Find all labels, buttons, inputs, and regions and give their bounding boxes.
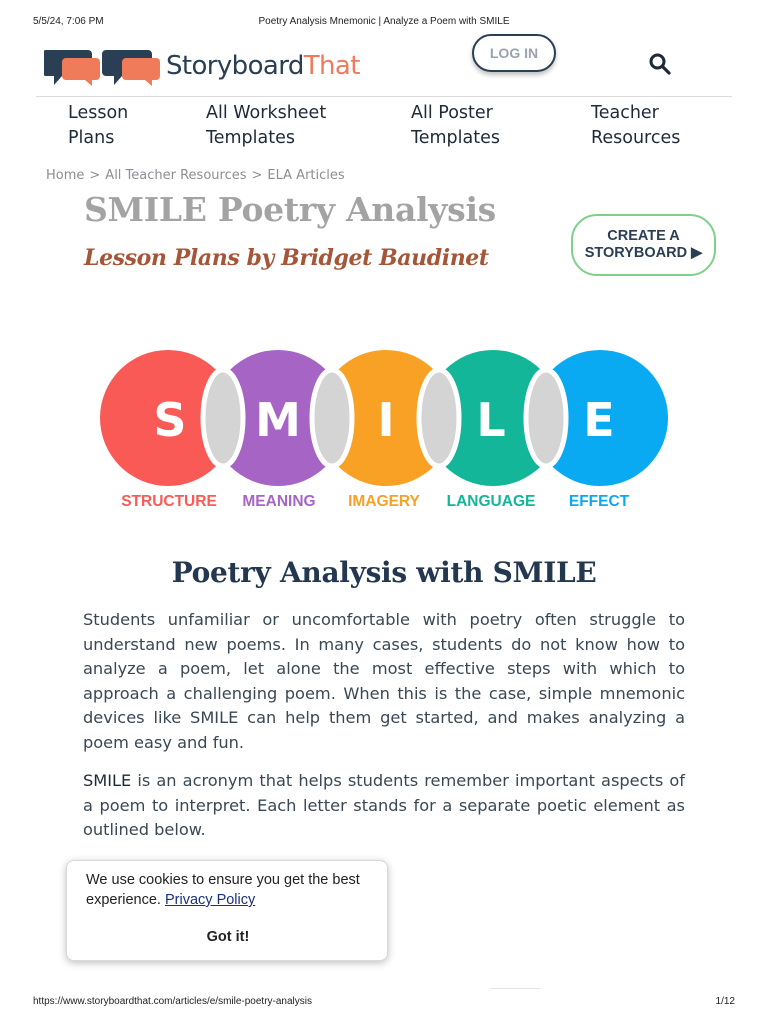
site-logo[interactable] [44, 44, 360, 88]
privacy-policy-link[interactable]: Privacy Policy [165, 892, 256, 908]
smile-label-meaning: MEANING [242, 493, 316, 510]
page-subtitle: Lesson Plans by Bridget Baudinet [84, 245, 489, 271]
smile-paragraph [83, 769, 685, 843]
nav-divider [36, 96, 732, 97]
smile-overlap-2 [312, 370, 352, 466]
breadcrumb-separator: > [89, 168, 101, 183]
breadcrumb-teacher-resources[interactable]: All Teacher Resources [105, 168, 247, 183]
smile-label-imagery: IMAGERY [348, 493, 420, 510]
smile-overlap-1 [203, 370, 243, 466]
logo-wordmark [166, 51, 360, 81]
nav-worksheet-line2: Templates [206, 128, 295, 148]
smile-letter-m: M [255, 393, 301, 447]
smile-label-effect: EFFECT [568, 493, 630, 510]
smile-overlap-3 [419, 370, 459, 466]
nav-worksheet-line1: All Worksheet [206, 103, 327, 123]
create-button-line1: CREATE A [607, 228, 680, 244]
print-datetime: 5/5/24, 7:06 PM [33, 16, 104, 27]
smile-keyword[interactable]: SMILE [83, 771, 132, 790]
nav-teacher-line1: Teacher [591, 103, 659, 123]
create-button-line2: STORYBOARD ▶ [584, 245, 703, 261]
nav-lesson-plans-line2: Plans [68, 128, 115, 148]
smile-paragraph-text: is an acronym that helps students remember important aspects of a poem to interpret. Each letter stands for a separate poetic element as outlined below. [83, 771, 685, 839]
nav-poster-line2: Templates [411, 128, 500, 148]
nav-worksheet-templates[interactable] [206, 101, 326, 151]
smile-letter-i: I [377, 393, 395, 447]
logo-word-that: That [303, 51, 360, 81]
search-icon[interactable] [648, 52, 672, 76]
create-storyboard-button[interactable] [571, 214, 716, 276]
intro-paragraph: Students unfamiliar or uncomfortable with poetry often struggle to understand new poems. In many cases, students do not know how to analyze a poem, let alone the most effective steps with which to approach a challenging poem. When this is the case, simple mnemonic devices like SMILE can help them get started, and makes analyzing a poem easy and fun. [83, 610, 685, 752]
smile-overlap-4 [526, 370, 566, 466]
smile-letter-l: L [476, 393, 506, 447]
nav-lesson-plans-line1: Lesson [68, 103, 129, 123]
breadcrumb-ela-articles[interactable]: ELA Articles [267, 168, 345, 183]
nav-poster-line1: All Poster [411, 103, 493, 123]
breadcrumb [46, 168, 345, 183]
cookie-message-text: We use cookies to ensure you get the best experience. [86, 872, 360, 908]
nav-lesson-plans[interactable] [68, 101, 128, 151]
print-page-count: 1/12 [715, 996, 735, 1007]
cookie-message [86, 870, 376, 910]
nav-teacher-line2: Resources [591, 128, 681, 148]
login-button[interactable]: LOG IN [472, 34, 556, 72]
smile-letter-s: S [153, 393, 187, 447]
logo-word-storyboard: Storyboard [166, 51, 304, 81]
cookie-accept-button[interactable]: Got it! [206, 929, 250, 945]
section-heading: Poetry Analysis with SMILE [171, 556, 597, 589]
smile-graphic [96, 350, 676, 520]
print-url: https://www.storyboardthat.com/articles/e/smile-poetry-analysis [33, 996, 312, 1007]
nav-teacher-resources[interactable] [591, 101, 680, 151]
breadcrumb-home[interactable]: Home [46, 168, 85, 183]
divider [490, 988, 540, 989]
smile-label-language: LANGUAGE [446, 493, 536, 510]
smile-label-structure: STRUCTURE [121, 493, 217, 510]
logo-icon [44, 44, 160, 88]
cookie-banner [66, 860, 388, 961]
smile-letter-e: E [583, 393, 615, 447]
print-page-title: Poetry Analysis Mnemonic | Analyze a Poem with SMILE [258, 16, 510, 27]
breadcrumb-separator: > [251, 168, 263, 183]
page-title: SMILE Poetry Analysis [84, 190, 496, 229]
nav-poster-templates[interactable] [411, 101, 500, 151]
